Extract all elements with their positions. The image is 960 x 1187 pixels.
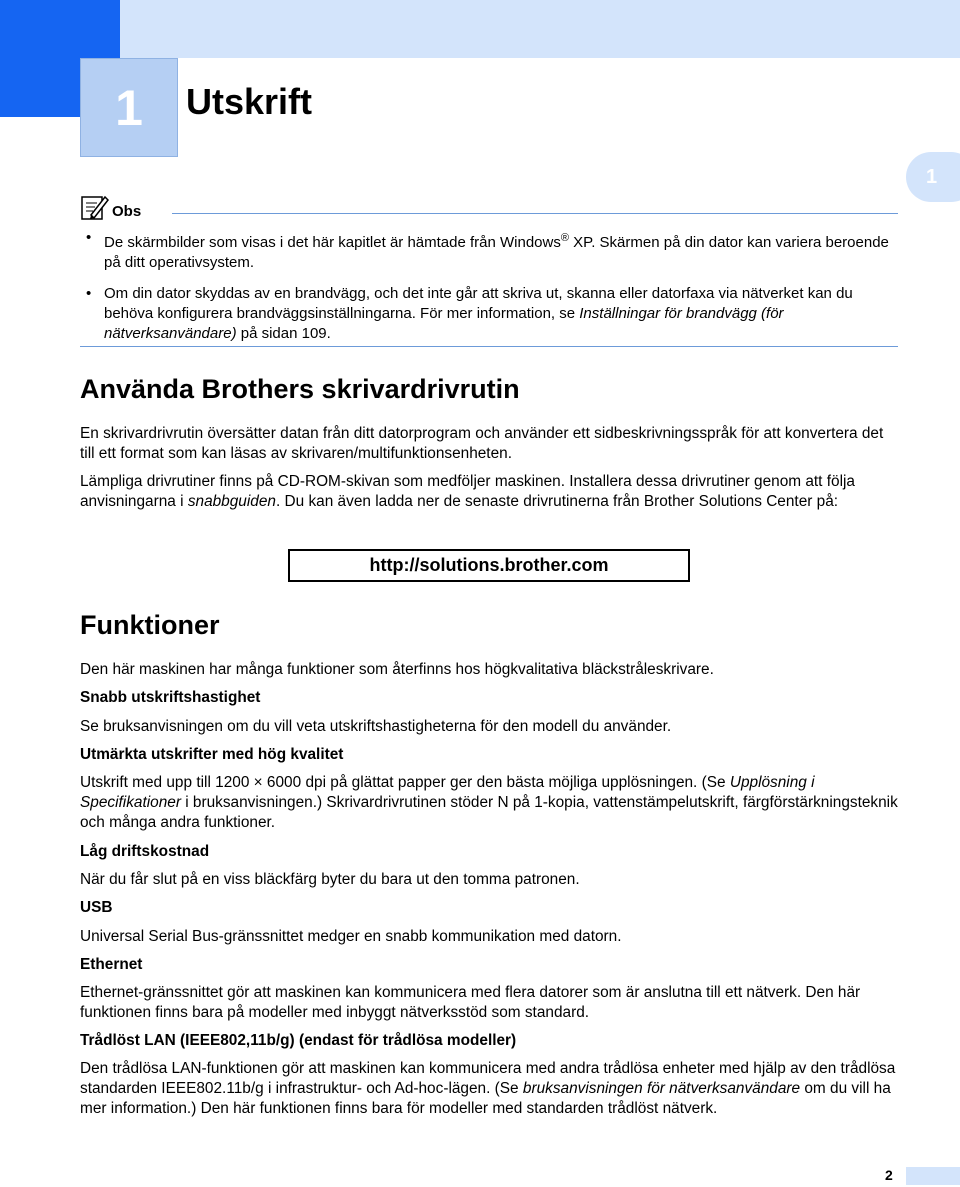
chapter-number-box <box>80 58 178 157</box>
solutions-url[interactable]: http://solutions.brother.com <box>369 555 609 575</box>
driver-install-paragraph: Lämpliga drivrutiner finns på CD-ROM-skivan som medföljer maskinen. Installera dessa drivrutiner genom att följa anvisningarna i snabbguiden. Du kan även ladda ner de senaste drivrutinerna från Brother Solutions Center på: <box>80 473 855 510</box>
quick-guide-reference: snabbguiden <box>187 493 276 510</box>
network-guide-reference: bruksanvisningen för nätverksanvändare <box>522 1080 801 1097</box>
firewall-settings-link[interactable]: Inställningar för brandvägg (för nätverksanvändare) <box>104 305 784 342</box>
driver-paragraph: En skrivardrivrutin översätter datan från ditt datorprogram och använder ett sidbeskrivningsspråk för att konvertera det till ett format som kan läsas av skrivaren/multifunktionsenheten. <box>80 425 884 462</box>
note-label: Obs <box>112 203 142 220</box>
note-list <box>80 228 898 344</box>
feature-title: Ethernet <box>80 956 143 973</box>
section-heading-features: Funktioner <box>80 610 220 640</box>
registered-mark: ® <box>560 232 569 244</box>
chapter-number: 1 <box>115 79 143 136</box>
note-top-rule <box>172 213 898 214</box>
feature-text: Se bruksanvisningen om du vill veta utskriftshastigheterna för den modell du använder. <box>80 718 672 735</box>
feature-title: Trådlöst LAN (IEEE802,11b/g) (endast för trådlösa modeller) <box>80 1032 517 1049</box>
solutions-url-box[interactable] <box>288 549 690 582</box>
feature-text: Utskrift med upp till 1200 × 6000 dpi på glättat papper ger den bästa möjliga upplösningen. (Se Upplösning i Specifikationer i bruksanvisningen.) Skrivardrivrutinen stöder N på 1-kopia, vattenstämpelutskrift, färgförstärkningsteknik och många andra funktioner. <box>80 774 898 831</box>
chapter-side-tab <box>906 152 960 202</box>
feature-title: Utmärkta utskrifter med hög kvalitet <box>80 746 344 763</box>
note-pencil-icon <box>80 193 110 221</box>
feature-text: Ethernet-gränssnittet gör att maskinen kan kommunicera med flera datorer som är anslutna till ett nätverk. Den här funktionen finns bara på modeller med inbyggt nätverksstöd som standard. <box>80 984 861 1021</box>
note-item: • De skärmbilder som visas i det här kapitlet är hämtade från Windows® XP. Skärmen på din dator kan variera beroende på ditt operativsystem. <box>80 228 898 273</box>
note-header <box>80 193 898 223</box>
feature-title: USB <box>80 899 113 916</box>
feature-title: Snabb utskriftshastighet <box>80 689 261 706</box>
section-heading-driver: Använda Brothers skrivardrivrutin <box>80 374 520 404</box>
resolution-reference: Upplösning i Specifikationer <box>80 774 815 811</box>
feature-text: Universal Serial Bus-gränssnittet medger en snabb kommunikation med datorn. <box>80 928 622 945</box>
page-number-bar <box>906 1167 960 1185</box>
note-bottom-rule <box>80 346 898 347</box>
chapter-title: Utskrift <box>186 81 313 122</box>
page-number: 2 <box>885 1167 893 1183</box>
feature-title: Låg driftskostnad <box>80 843 210 860</box>
note-item: • Om din dator skyddas av en brandvägg, och det inte går att skriva ut, skanna eller datorfaxa via nätverket kan du behöva konfigurera brandväggsinställningarna. För mer information, se Inställningar för brandvägg (för nätverksanvändare) på sidan 109. <box>80 284 898 344</box>
side-tab-number: 1 <box>926 165 938 188</box>
header-light-band <box>120 0 960 58</box>
times-sign: × <box>253 774 263 791</box>
features-intro: Den här maskinen har många funktioner som återfinns hos högkvalitativa bläckstråleskrivare. <box>80 661 714 678</box>
feature-text: Den trådlösa LAN-funktionen gör att maskinen kan kommunicera med andra trådlösa enheter med hjälp av den trådlösa standarden IEEE802.11b/g i infrastruktur- och Ad-hoc-lägen. (Se bruksanvisningen för nätverksanvändare om du vill ha mer information.) Den här funktionen finns bara för modeller med standarden trådlöst nätverk. <box>80 1060 896 1117</box>
feature-text: När du får slut på en viss bläckfärg byter du bara ut den tomma patronen. <box>80 871 580 888</box>
